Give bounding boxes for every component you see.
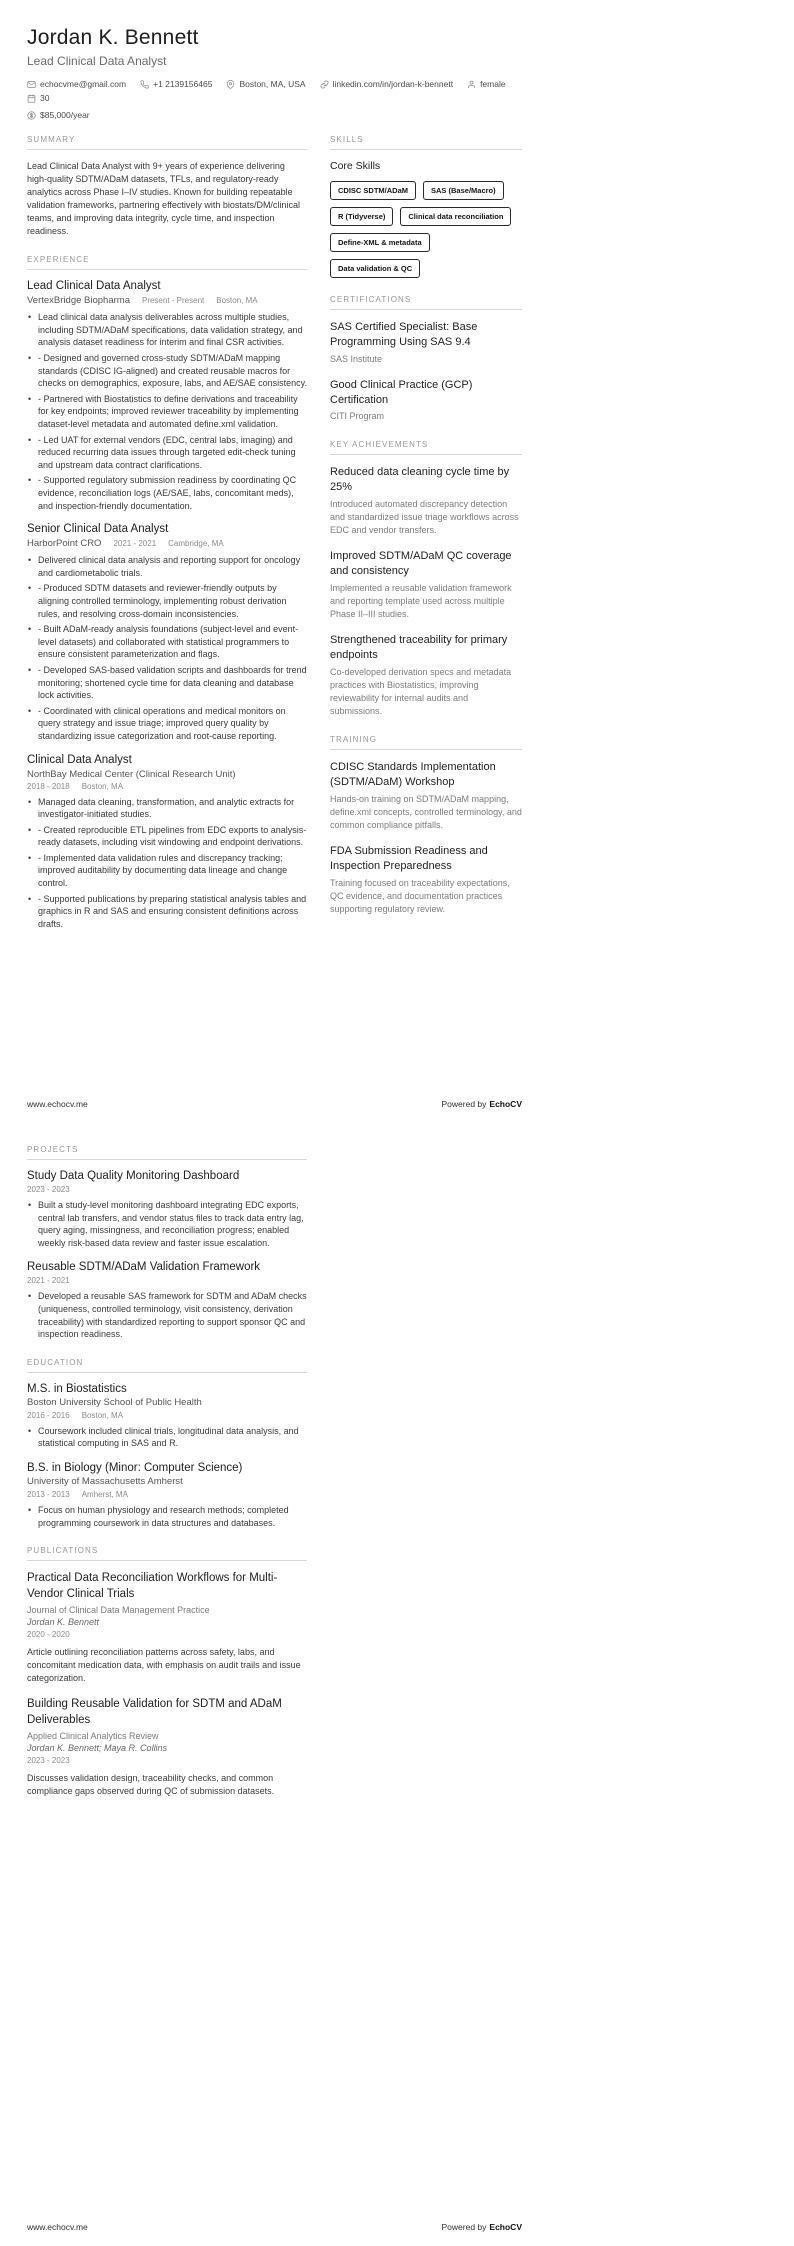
person-job-title: Lead Clinical Data Analyst [27, 54, 167, 68]
job-dates: 2018 - 2018 [27, 781, 70, 791]
publication-desc: Article outlining reconciliation patterns across safety, labs, and concomitant medication data, with emphasis on audit trails and issue categorization. [27, 1647, 301, 1684]
skill-chip: Clinical data reconciliation [400, 207, 511, 226]
job-bullet: • Lead clinical data analysis deliverables across multiple studies, including SDTM/ADaM specifications, data validation strategy, and analysis dataset readiness for interim and final CSR activities. [38, 311, 307, 349]
section-certifications [330, 295, 522, 423]
certification-title: Good Clinical Practice (GCP) Certification [330, 378, 473, 406]
footer-website-link[interactable]: www.echocv.me [27, 1099, 88, 1109]
contact-phone[interactable] [140, 79, 212, 89]
education-dates: 2013 - 2013 [27, 1489, 70, 1499]
page1-columns [27, 135, 522, 947]
job-dates: 2021 - 2021 [113, 539, 157, 549]
project-bullets [27, 1290, 307, 1340]
publication-journal: Applied Clinical Analytics Review [27, 1731, 159, 1742]
achievements-heading: KEY ACHIEVEMENTS [330, 440, 522, 455]
certification-issuer: SAS Institute [330, 353, 383, 364]
skill-chip: R (Tidyverse) [330, 207, 393, 226]
job-bullet: • - Partnered with Biostatistics to define derivations and traceability for key endpoints; improved reviewer traceability by implementing dataset-level metadata and automated define.xml validation. [38, 393, 307, 431]
certifications-heading: CERTIFICATIONS [330, 295, 522, 310]
education-meta [27, 1411, 307, 1420]
contact-email[interactable] [27, 79, 126, 89]
education-degree: M.S. in Biostatistics [27, 1382, 127, 1395]
contact-gender-text: female [480, 79, 506, 89]
project-entry [27, 1261, 307, 1340]
footer-powered-by[interactable] [442, 1099, 522, 1109]
section-publications [27, 1546, 307, 1798]
skill-chip: Data validation & QC [330, 259, 420, 278]
job-meta [27, 538, 307, 549]
project-dates-text: 2021 - 2021 [27, 1276, 70, 1286]
achievement-title: Strengthened traceability for primary endpoints [330, 634, 508, 661]
publication-dates [27, 1630, 307, 1639]
education-bullet: • Coursework included clinical trials, longitudinal data analysis, and statistical computing in SAS and R. [38, 1425, 307, 1450]
training-desc: Training focused on traceability expectations, QC evidence, and documentation practices supporting regulatory review. [330, 877, 510, 914]
contact-gender [467, 79, 506, 89]
section-skills [330, 135, 522, 278]
education-entry [27, 1383, 307, 1450]
training-entry [330, 844, 522, 916]
section-projects [27, 1145, 307, 1341]
education-entry [27, 1462, 307, 1529]
person-icon [467, 80, 476, 89]
education-location: Amherst, MA [81, 1489, 128, 1499]
footer-powered-by[interactable] [442, 2222, 522, 2232]
section-training [330, 735, 522, 916]
training-heading: TRAINING [330, 735, 522, 750]
envelope-icon [27, 80, 36, 89]
publication-entry [27, 1697, 307, 1798]
education-school: Boston University School of Public Health [27, 1396, 202, 1408]
footer-website-link[interactable]: www.echocv.me [27, 2222, 88, 2232]
publication-title: Building Reusable Validation for SDTM and ADaM Deliverables [27, 1698, 282, 1726]
skill-chip: CDISC SDTM/ADaM [330, 181, 416, 200]
project-bullet: • Built a study-level monitoring dashboard integrating EDC exports, central lab transfers, and vendor status files to track data entry lag, query aging, missingness, and reconciliation progress; enabled weekly risk-based data review and faster issue escalation. [38, 1199, 307, 1249]
skills-heading: SKILLS [330, 135, 522, 150]
project-bullet: • Developed a reusable SAS framework for SDTM and ADaM checks (uniqueness, controlled terminology, visit consistency, derivation traceability) with standardized reporting to support sponsor QC and inspection readiness. [38, 1290, 307, 1340]
project-dates [27, 1185, 307, 1194]
contact-row-1 [27, 79, 522, 103]
project-dates-text: 2023 - 2023 [27, 1185, 70, 1194]
experience-entry [27, 523, 307, 742]
link-icon [320, 80, 329, 89]
job-company: HarborPoint CRO [27, 538, 102, 550]
job-bullets [27, 554, 307, 742]
contact-row-2 [27, 110, 522, 120]
achievement-desc: Co-developed derivation specs and metadata practices with Biostatistics, improving reviewability for internal audits and submissions. [330, 666, 512, 716]
publication-authors: Jordan K. Bennett [27, 1617, 100, 1628]
achievement-title: Reduced data cleaning cycle time by 25% [330, 466, 510, 494]
job-bullet: • - Built ADaM-ready analysis foundations (subject-level and event-level datasets) and collaborated with statistical programmers to ensure consistent parameterization and flags. [38, 623, 307, 661]
dollar-circle-icon [27, 111, 36, 120]
education-location: Boston, MA [81, 1410, 124, 1420]
contact-age [27, 93, 49, 103]
achievement-entry [330, 633, 522, 718]
calendar-icon [27, 94, 36, 103]
education-school: University of Massachusetts Amherst [27, 1475, 183, 1487]
experience-entry [27, 280, 307, 512]
summary-text: Lead Clinical Data Analyst with 9+ years of experience delivering high-quality SDTM/ADaM datasets, TFLs, and regulatory-ready analytics across Phase I–IV studies. Known for building repeatable validation frameworks, partnering effectively with biostats/DM/clinical teams, and improving data integrity, cycle time, and inspection readiness. [27, 161, 300, 237]
experience-heading: EXPERIENCE [27, 255, 307, 270]
publication-journal: Journal of Clinical Data Management Practice [27, 1605, 210, 1616]
skill-chip: Define-XML & metadata [330, 233, 430, 252]
section-summary [27, 135, 307, 238]
summary-heading: SUMMARY [27, 135, 307, 150]
job-bullet: • - Supported publications by preparing statistical analysis tables and graphics in R and SAS and ensuring consistent definitions across drafts. [38, 893, 307, 931]
job-bullet: • - Produced SDTM datasets and reviewer-friendly outputs by aligning controlled terminology, implementing robust derivation rules, and resolving cross-domain inconsistencies. [38, 582, 307, 620]
contact-location [226, 79, 305, 89]
publication-dates-text: 2020 - 2020 [27, 1630, 70, 1640]
powered-prefix: Powered by [441, 2222, 487, 2232]
job-bullets [27, 796, 307, 931]
project-title: Study Data Quality Monitoring Dashboard [27, 1170, 240, 1182]
contact-email-text: echocvme@gmail.com [40, 79, 127, 89]
publication-dates [27, 1756, 307, 1765]
education-bullets [27, 1425, 307, 1450]
projects-heading: PROJECTS [27, 1145, 307, 1160]
contact-age-text: 30 [40, 93, 50, 103]
job-bullet: • - Designed and governed cross-study SDTM/ADaM mapping standards (CDISC IG-aligned) and created reusable macros for checks on demographics, exposure, labs, and AE/SAE consistency. [38, 352, 307, 390]
job-meta [27, 782, 307, 791]
contact-location-text: Boston, MA, USA [239, 79, 306, 89]
achievement-desc: Introduced automated discrepancy detection and standardized issue triage workflows across EDC and vendor transfers. [330, 499, 519, 536]
certification-entry [330, 320, 522, 366]
project-dates [27, 1276, 307, 1285]
page-footer [27, 2222, 522, 2232]
skills-group-label: Core Skills [330, 160, 381, 172]
person-name: Jordan K. Bennett [27, 26, 199, 49]
job-company: NorthBay Medical Center (Clinical Research Unit) [27, 768, 236, 780]
resume-header [27, 26, 522, 120]
job-title: Senior Clinical Data Analyst [27, 523, 169, 536]
publications-heading: PUBLICATIONS [27, 1546, 307, 1561]
achievement-title: Improved SDTM/ADaM QC coverage and consistency [330, 550, 512, 578]
project-entry [27, 1170, 307, 1249]
education-meta [27, 1490, 307, 1499]
job-company: VertexBridge Biopharma [27, 295, 130, 307]
resume-page-2 [0, 1123, 794, 2246]
training-title: FDA Submission Readiness and Inspection Preparedness [330, 844, 488, 872]
contact-phone-text: +1 2139156465 [153, 79, 213, 89]
publication-desc: Discusses validation design, traceability checks, and common compliance gaps observed during QC of submission datasets. [27, 1773, 275, 1797]
left-column-page2 [27, 1145, 307, 1798]
education-bullets [27, 1504, 307, 1529]
job-location: Boston, MA [81, 781, 124, 791]
publication-entry [27, 1571, 307, 1685]
contact-salary-text: $85,000/year [40, 110, 90, 120]
skills-chips [330, 181, 522, 278]
job-bullet: • Delivered clinical data analysis and reporting support for oncology and cardiometabolic trials. [38, 554, 307, 579]
contact-salary [27, 110, 90, 120]
education-dates: 2016 - 2016 [27, 1410, 70, 1420]
education-heading: EDUCATION [27, 1358, 307, 1373]
right-column [330, 135, 522, 947]
job-bullet: • - Developed SAS-based validation scripts and dashboards for trend monitoring; shortened cycle time for data cleaning and database lock activities. [38, 664, 307, 702]
publication-authors: Jordan K. Bennett; Maya R. Collins [27, 1743, 168, 1754]
job-bullet: • - Supported regulatory submission readiness by coordinating QC evidence, reconciliation logs (AE/SAE, labs, concomitant meds), and inspection-friendly documentation. [38, 474, 307, 512]
achievement-entry [330, 465, 522, 537]
project-bullets [27, 1199, 307, 1249]
powered-brand: EchoCV [489, 1099, 522, 1109]
job-location: Boston, MA [216, 296, 258, 306]
training-desc: Hands-on training on SDTM/ADaM mapping, define.xml concepts, controlled terminology, and common compliance pitfalls. [330, 793, 522, 830]
job-title: Lead Clinical Data Analyst [27, 280, 161, 293]
job-meta [27, 295, 307, 306]
job-dates: Present - Present [141, 296, 205, 306]
phone-icon [140, 80, 149, 89]
job-bullet: • - Created reproducible ETL pipelines from EDC exports to analysis-ready datasets, including visit windowing and endpoint derivations. [38, 824, 307, 849]
section-education [27, 1358, 307, 1529]
certification-entry [330, 378, 522, 424]
contact-linkedin[interactable] [320, 79, 453, 89]
certification-title: SAS Certified Specialist: Base Programming Using SAS 9.4 [330, 321, 478, 348]
section-experience [27, 255, 307, 930]
education-bullet: • Focus on human physiology and research methods; completed programming coursework in data structures and databases. [38, 1504, 307, 1529]
training-entry [330, 760, 522, 832]
job-bullets [27, 311, 307, 512]
section-key-achievements [330, 440, 522, 718]
job-title: Clinical Data Analyst [27, 753, 132, 766]
job-location: Cambridge, MA [168, 539, 224, 549]
project-title: Reusable SDTM/ADaM Validation Framework [27, 1261, 261, 1274]
skill-chip: SAS (Base/Macro) [423, 181, 504, 200]
left-column [27, 135, 307, 947]
achievement-entry [330, 549, 522, 621]
achievement-desc: Implemented a reusable validation framework and reporting template used across multiple Phase II–III studies. [330, 582, 512, 620]
page-footer [27, 1099, 522, 1109]
job-bullet: • Managed data cleaning, transformation, and analytic extracts for investigator-initiated studies. [38, 796, 307, 821]
job-bullet: • - Led UAT for external vendors (EDC, central labs, imaging) and reduced recurring data issues through targeted edit-check tuning and upstream data contract clarifications. [38, 434, 307, 472]
education-degree: B.S. in Biology (Minor: Computer Science) [27, 1461, 243, 1474]
map-pin-icon [226, 80, 235, 89]
contact-linkedin-text: linkedin.com/in/jordan-k-bennett [332, 79, 454, 89]
training-title: CDISC Standards Implementation (SDTM/ADaM) Workshop [330, 761, 496, 788]
publication-title: Practical Data Reconciliation Workflows for Multi-Vendor Clinical Trials [27, 1572, 278, 1600]
powered-prefix: Powered by [441, 1099, 487, 1109]
publication-dates-text: 2023 - 2023 [27, 1756, 70, 1766]
powered-brand: EchoCV [489, 2222, 522, 2232]
job-bullet: • - Coordinated with clinical operations and medical monitors on query strategy and issue triage; improved query quality by standardizing issue categorization and root-cause reporting. [38, 705, 307, 743]
certification-issuer: CITI Program [330, 411, 385, 422]
experience-entry [27, 754, 307, 931]
job-bullet: • - Implemented data validation rules and discrepancy tracking; improved auditability by documenting data lineage and change control. [38, 852, 307, 890]
